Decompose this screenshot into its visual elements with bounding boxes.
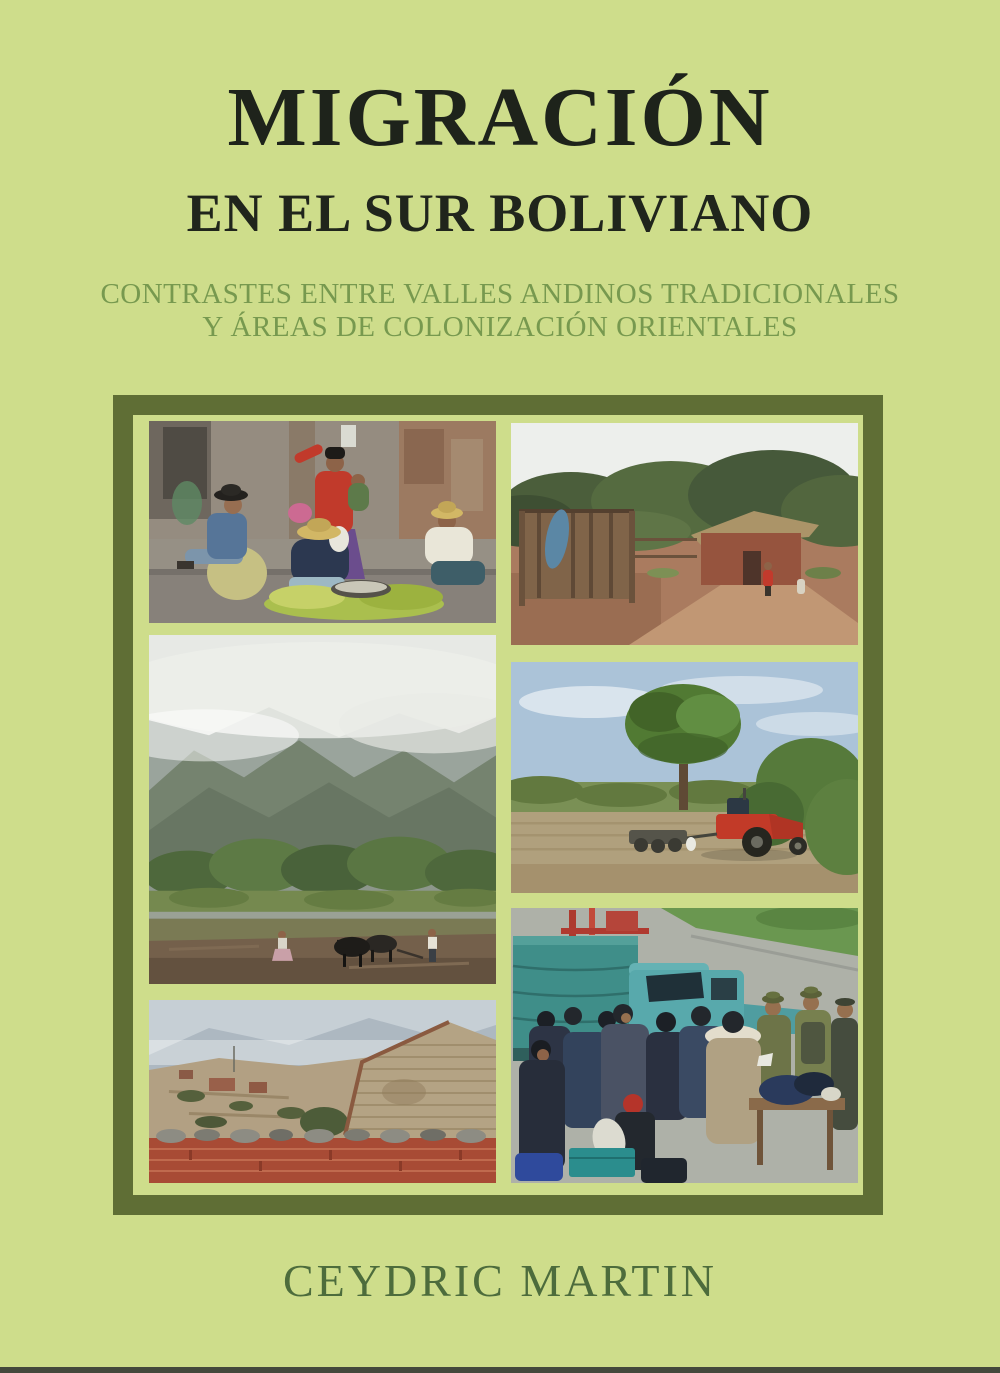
sub-title: EN EL SUR BOLIVIANO: [186, 183, 814, 243]
photo-street-vendors: [149, 421, 496, 623]
photo-andean-valley-plowing: [149, 635, 496, 984]
photo-brick-wall-hillside: [149, 1000, 496, 1183]
tagline-line2: Y ÁREAS DE COLONIZACIÓN ORIENTALES: [202, 311, 798, 343]
author-name: CEYDRIC MARTIN: [282, 1255, 718, 1306]
photo-tractor-field: [511, 662, 858, 893]
main-title: MIGRACIÓN: [227, 71, 773, 164]
photo-frame: [113, 395, 883, 1215]
photo-grid: [133, 415, 863, 1195]
photo-rural-settlement: [511, 423, 858, 645]
bottom-edge-strip: [0, 1367, 1000, 1373]
tagline: [0, 278, 1000, 344]
photo-truck-checkpoint: [511, 908, 858, 1183]
tagline-line1: CONTRASTES ENTRE VALLES ANDINOS TRADICIONALES: [100, 278, 900, 310]
